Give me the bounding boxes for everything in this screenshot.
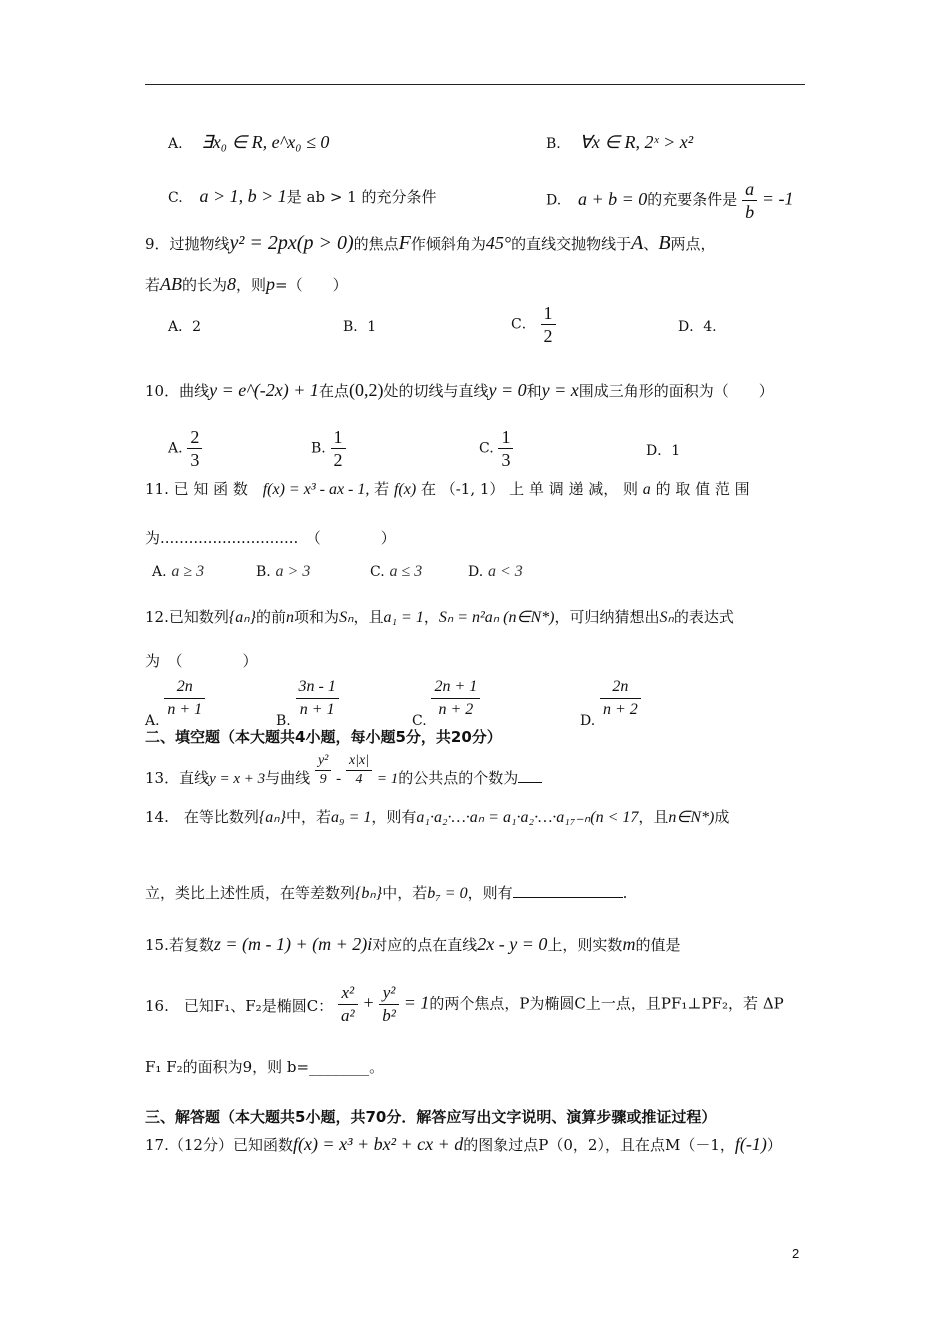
q10-stem: 10．曲线y = e^(-2x) + 1在点(0,2)处的切线与直线y = 0和y = x围成三角形的面积为（ ） [145, 380, 774, 400]
q11-option-d: D. a < 3 [468, 563, 523, 580]
section-3-heading: 三、解答题（本大题共5小题，共70分．解答应写出文字说明、演算步骤或推证过程） [145, 1108, 717, 1126]
q14-stem-line1: 14. 在等比数列{aₙ}中，若a₉ = 1，则有a₁·a₂·…·aₙ = a₁·a₂·…·a₁₇₋ₙ(n < 17，且n∈N*)成 [145, 808, 730, 826]
section-2-heading: 二、填空题（本大题共4小题，每小题5分，共20分） [145, 728, 502, 746]
q9-option-b: B．1 [343, 319, 377, 335]
q16-stem-line1: 16. 已知F₁、F₂是椭圆C： $\frac{\text{x²}}{\text{a²}}$ + $\frac{\text{y²}}{\text{b²}}$ = 1的两个焦点，P为椭圆C上一点，且PF₁⊥PF₂，若 ΔP [145, 983, 784, 1025]
q10-option-a: A. $\frac{2}{3}$ [168, 426, 202, 471]
q9-option-a: A．2 [168, 319, 202, 335]
q13-stem: 13．直线y = x + 3与曲线 $\frac{\text{y²}}{9}$ - $\frac{x|x|}{4}$ = 1的公共点的个数为 [145, 752, 542, 789]
q8-option-d: D. a + b = 0的充要条件是 $\frac{a}{b}$ = -1 [546, 179, 794, 222]
q14-stem-line2: 立，类比上述性质，在等差数列{bₙ}中，若b₇ = 0，则有 . [145, 884, 628, 902]
q12-stem-line2: 为 （ ） [145, 652, 258, 670]
q8-option-c: C. a > 1, b > 1是 ab > 1 的充分条件 [168, 186, 437, 206]
q15-stem: 15.若复数z = (m - 1) + (m + 2)i对应的点在直线2x - y = 0上，则实数m的值是 [145, 934, 681, 954]
q16-stem-line2: F₁ F₂的面积为9，则 b=________。 [145, 1058, 385, 1076]
q11-stem-line1: 11. 已 知 函 数 f(x) = x³ - ax - 1, 若 f(x) 在 （-1, 1） 上 单 调 递 减， 则 a 的 取 值 范 围 [145, 480, 750, 498]
q11-option-b: B. a > 3 [256, 563, 311, 580]
q12-option-a: A. $\frac{2n}{n + 1}$ [145, 676, 205, 721]
q12-stem-line1: 12.已知数列{aₙ}的前n项和为Sₙ，且a₁ = 1，Sₙ = n²aₙ (n∈N*)，可归纳猜想出Sₙ的表达式 [145, 608, 734, 626]
q9-stem-line2: 若AB的长为8，则p=（ ） [145, 274, 348, 294]
q12-option-c: C. $\frac{2n + 1}{n + 2}$ [412, 676, 480, 721]
q11-stem-line2: 为............................. （ ） [145, 529, 396, 547]
q11-option-a: A. a ≥ 3 [152, 563, 205, 580]
q11-option-c: C. a ≤ 3 [370, 563, 423, 580]
q12-option-d: D. $\frac{2n}{n + 2}$ [580, 676, 641, 721]
q17-stem: 17.（12分）已知函数f(x) = x³ + bx² + cx + d的图象过点P（0，2），且在点M（－1，f(-1)） [145, 1134, 782, 1154]
q9-option-d: D．4. [678, 319, 717, 335]
q10-option-c: C. $\frac{1}{3}$ [479, 426, 513, 471]
page-number: 2 [792, 1246, 800, 1261]
q10-option-b: B. $\frac{1}{2}$ [311, 426, 346, 471]
q12-option-b: B. $\frac{3n - 1}{n + 1}$ [276, 676, 339, 721]
q10-option-d: D．1 [646, 443, 681, 459]
q8-option-a: A. ∃x₀ ∈ R, e^x₀ ≤ 0 [168, 132, 330, 152]
q8-option-b: B. ∀x ∈ R, 2ˣ > x² [546, 132, 694, 152]
header-rule [145, 84, 805, 85]
q9-stem-line1: 9．过抛物线y² = 2px(p > 0)的焦点F作倾斜角为45°的直线交抛物线于A、B两点， [145, 232, 716, 254]
q9-option-c: C． $\frac{1}{2}$ [511, 302, 556, 347]
